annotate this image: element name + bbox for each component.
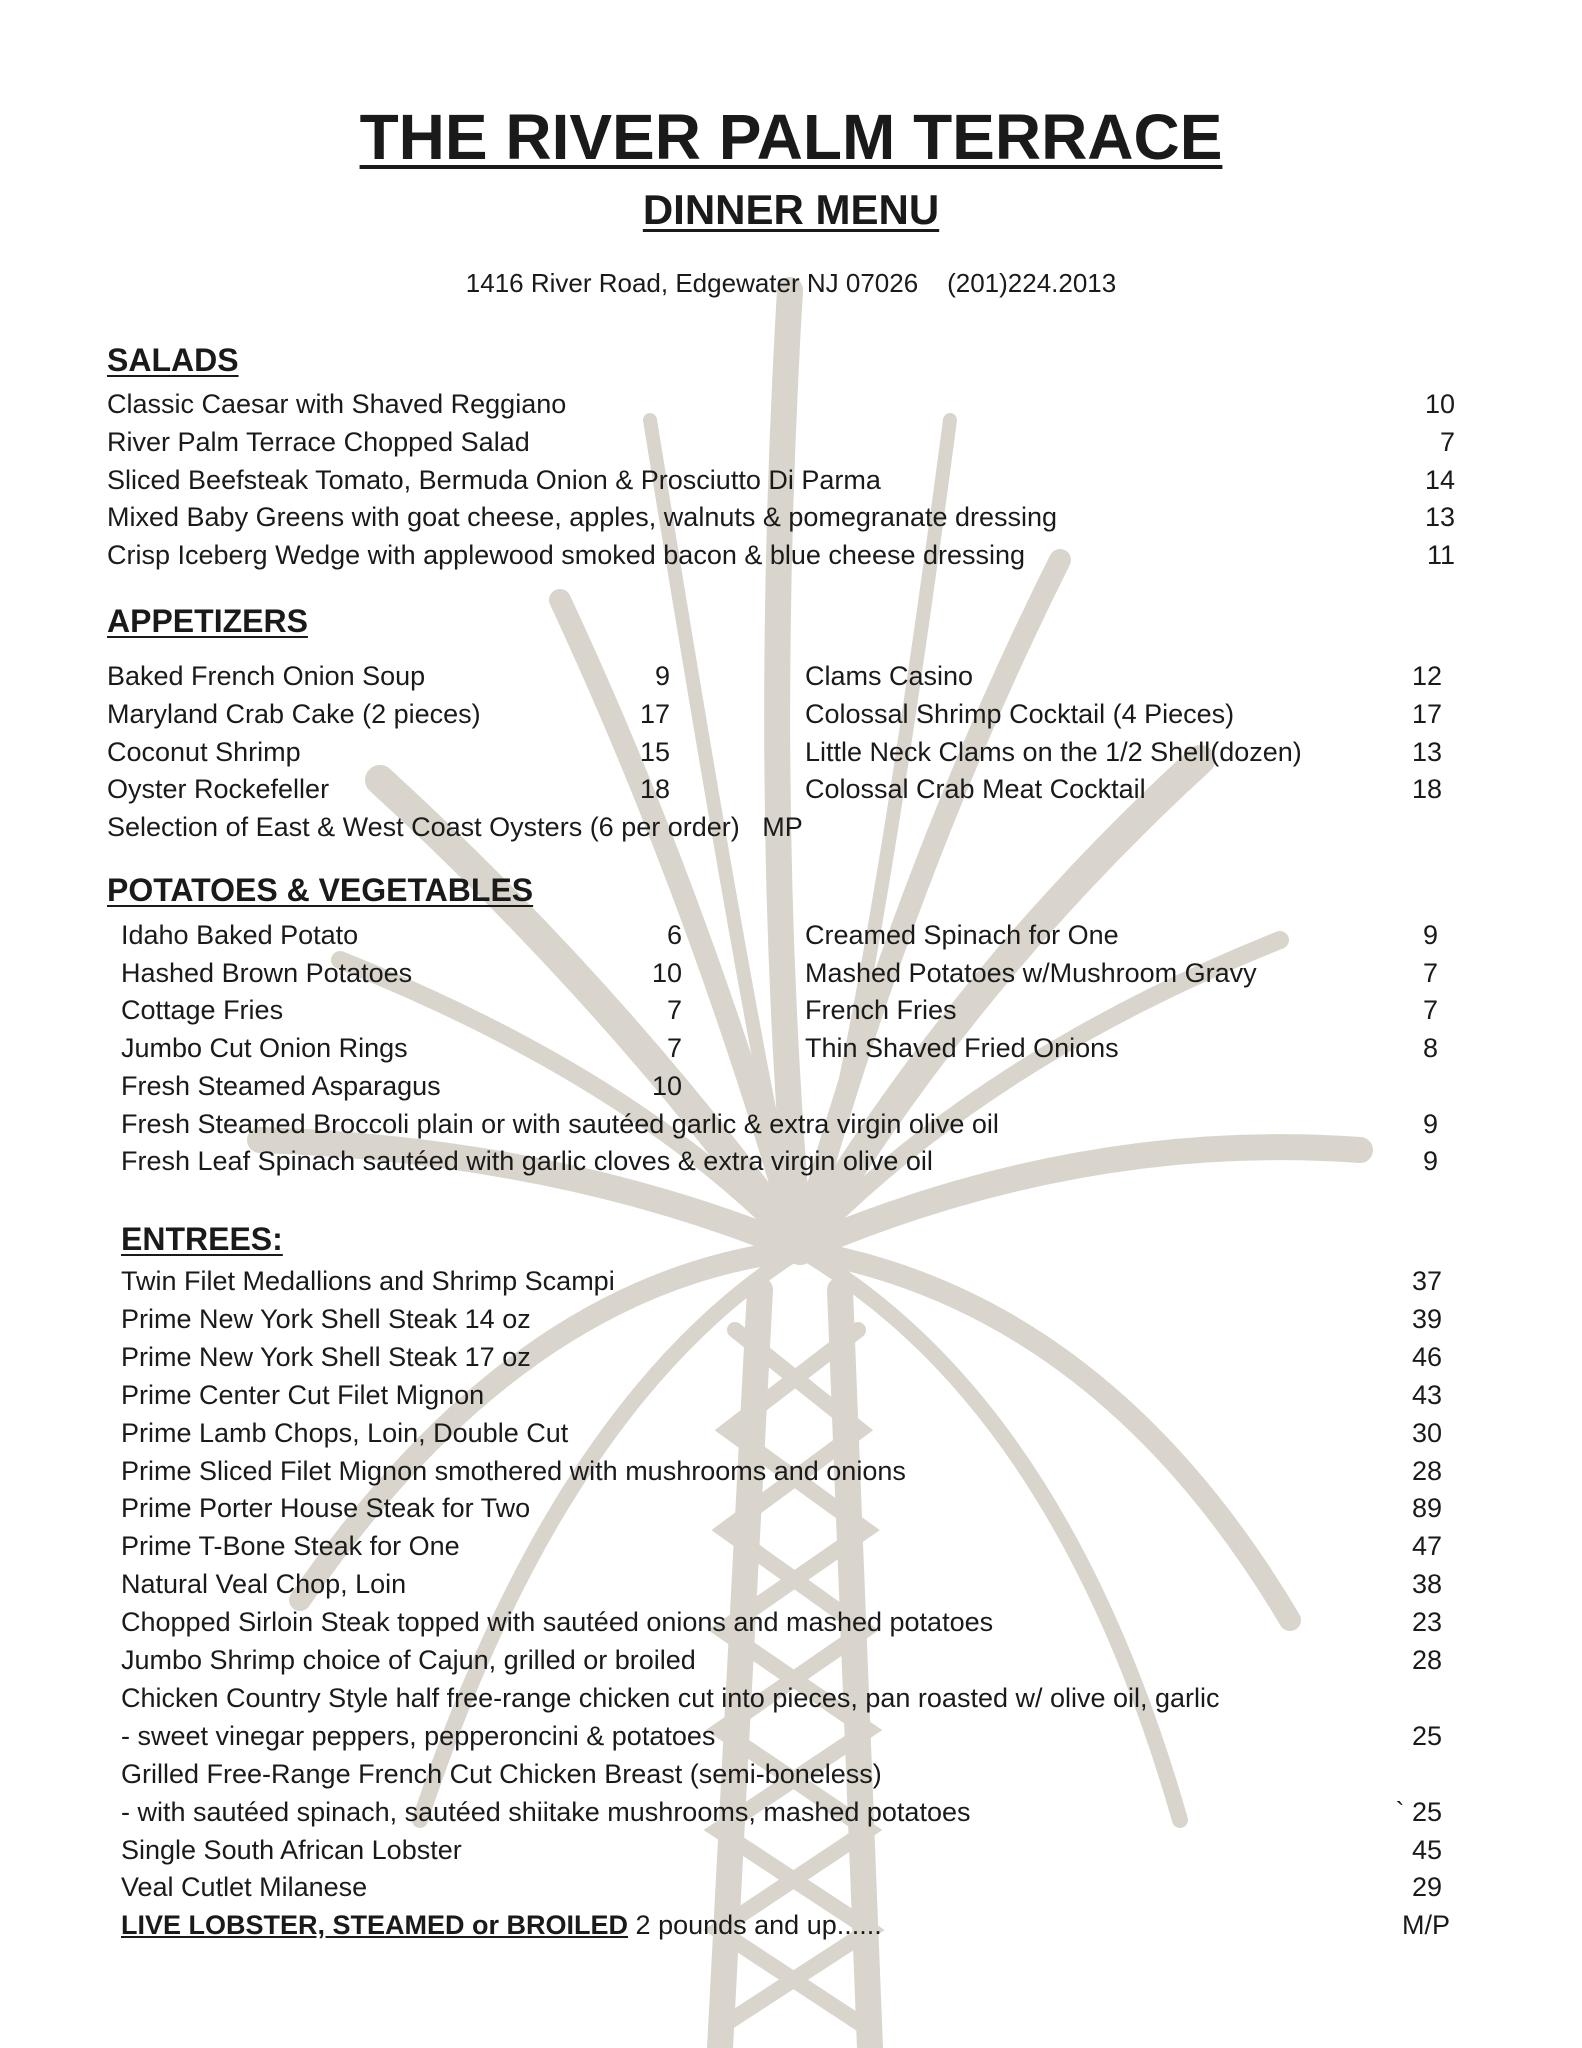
menu-item-name: Thin Shaved Fried Onions — [805, 1033, 1119, 1063]
menu-item-name: Prime Porter House Steak for Two — [121, 1493, 531, 1523]
menu-item-price: 89 — [1411, 1493, 1442, 1523]
menu-item-name: Jumbo Shrimp choice of Cajun, grilled or broiled — [121, 1645, 696, 1675]
menu-item-price: 9 — [1422, 1146, 1438, 1176]
menu-item-price: 30 — [1411, 1418, 1442, 1448]
menu-item-name: Idaho Baked Potato — [121, 920, 359, 950]
menu-item-name: Fresh Steamed Asparagus — [121, 1071, 441, 1101]
menu-item-name: Clams Casino — [805, 661, 974, 691]
menu-item-name: Classic Caesar with Shaved Reggiano — [107, 389, 567, 419]
menu-item-name: Selection of East & West Coast Oysters (6 per order) — [107, 812, 740, 842]
menu-item-name: Twin Filet Medallions and Shrimp Scampi — [121, 1266, 615, 1296]
menu-item-oysters — [107, 808, 803, 846]
menu-item-name: Prime Center Cut Filet Mignon — [121, 1380, 485, 1410]
menu-item-name: Mixed Baby Greens with goat cheese, apples, walnuts & pomegranate dressing — [107, 502, 1058, 532]
menu-item-price: 15 — [639, 737, 670, 767]
menu-item-price: 37 — [1411, 1266, 1442, 1296]
menu-item-price: 9 — [1422, 1109, 1438, 1139]
menu-item-price: 46 — [1411, 1342, 1442, 1372]
menu-item-price: 13 — [1411, 737, 1442, 767]
menu-item-name: French Fries — [805, 995, 957, 1025]
menu-item-name: - with sautéed spinach, sautéed shiitake mushrooms, mashed potatoes — [121, 1797, 971, 1827]
menu-item-price: 18 — [639, 774, 670, 804]
menu-item-price: 14 — [1424, 465, 1455, 495]
menu-item-price: 12 — [1411, 661, 1442, 691]
menu-item-price: 43 — [1411, 1380, 1442, 1410]
menu-item-price: 7 — [1422, 995, 1438, 1025]
section-heading-entrees: ENTREES: — [121, 1221, 283, 1257]
menu-item-price: 9 — [1422, 920, 1438, 950]
menu-item-price: 28 — [1411, 1456, 1442, 1486]
menu-item-price: M/P — [1401, 1910, 1450, 1940]
menu-item-price: 38 — [1411, 1569, 1442, 1599]
menu-item-name: Sliced Beefsteak Tomato, Bermuda Onion & Prosciutto Di Parma — [107, 465, 881, 495]
live-lobster-label: LIVE LOBSTER, STEAMED or BROILED — [121, 1910, 629, 1940]
menu-item-price: 7 — [1422, 958, 1438, 988]
menu-item-name: Prime Sliced Filet Mignon smothered with mushrooms and onions — [121, 1456, 906, 1486]
menu-item-name: Crisp Iceberg Wedge with applewood smoked bacon & blue cheese dressing — [107, 540, 1026, 570]
menu-item-name: Chopped Sirloin Steak topped with sautéed onions and mashed potatoes — [121, 1607, 994, 1637]
menu-item-price: 18 — [1411, 774, 1442, 804]
menu-item-name: Prime Lamb Chops, Loin, Double Cut — [121, 1418, 569, 1448]
menu-item-price: 25 — [1411, 1721, 1442, 1751]
menu-item-price: 23 — [1411, 1607, 1442, 1637]
menu-item-name: Grilled Free-Range French Cut Chicken Breast (semi-boneless) — [121, 1759, 882, 1789]
phone-number: (201)224.2013 — [947, 268, 1117, 298]
menu-item-price: 17 — [639, 699, 670, 729]
section-heading-salads: SALADS — [107, 342, 239, 378]
menu-item-price: 7 — [1439, 427, 1455, 457]
menu-item-name: Maryland Crab Cake (2 pieces) — [107, 699, 481, 729]
menu-item-price: MP — [762, 812, 803, 842]
menu-item-name: River Palm Terrace Chopped Salad — [107, 427, 530, 457]
restaurant-title: THE RIVER PALM TERRACE — [359, 101, 1223, 173]
section-heading-potatoes-vegetables: POTATOES & VEGETABLES — [107, 872, 534, 908]
menu-item-name: Jumbo Cut Onion Rings — [121, 1033, 408, 1063]
menu-item-price: ` 25 — [1395, 1797, 1442, 1827]
live-lobster-detail: 2 pounds and up...... — [635, 1910, 882, 1940]
menu-item-name: Natural Veal Chop, Loin — [121, 1569, 407, 1599]
menu-item-price: 39 — [1411, 1304, 1442, 1334]
menu-item-name: Single South African Lobster — [121, 1835, 462, 1865]
menu-item-price: 9 — [654, 661, 670, 691]
menu-item-price: 45 — [1411, 1835, 1442, 1865]
menu-item-name: Colossal Shrimp Cocktail (4 Pieces) — [805, 699, 1235, 729]
menu-item-price: 6 — [666, 920, 682, 950]
menu-item-name: Chicken Country Style half free-range chicken cut into pieces, pan roasted w/ olive oil, garlic — [121, 1683, 1220, 1713]
menu-item-price: 7 — [666, 995, 682, 1025]
menu-item-name: Colossal Crab Meat Cocktail — [805, 774, 1146, 804]
menu-item-price: 47 — [1411, 1531, 1442, 1561]
menu-item-price: 11 — [1426, 540, 1455, 570]
address: 1416 River Road, Edgewater NJ 07026 — [465, 268, 919, 298]
menu-item-price: 17 — [1411, 699, 1442, 729]
menu-item-price: 8 — [1422, 1033, 1438, 1063]
menu-item-price: 28 — [1411, 1645, 1442, 1675]
menu-item-name: Fresh Steamed Broccoli plain or with sautéed garlic & extra virgin olive oil — [121, 1109, 999, 1139]
menu-item-price: 10 — [651, 1071, 682, 1101]
menu-item-name: Mashed Potatoes w/Mushroom Gravy — [805, 958, 1257, 988]
menu-item-name: Fresh Leaf Spinach sautéed with garlic cloves & extra virgin olive oil — [121, 1146, 933, 1176]
menu-item-name: Creamed Spinach for One — [805, 920, 1119, 950]
menu-item-name: Baked French Onion Soup — [107, 661, 426, 691]
menu-item-price: 13 — [1424, 502, 1455, 532]
menu-item-name: Hashed Brown Potatoes — [121, 958, 413, 988]
menu-item-name: - sweet vinegar peppers, pepperoncini & potatoes — [121, 1721, 716, 1751]
menu-item-name: Prime T-Bone Steak for One — [121, 1531, 460, 1561]
menu-item-name: Coconut Shrimp — [107, 737, 301, 767]
section-heading-appetizers: APPETIZERS — [107, 603, 308, 639]
menu-item-name: Veal Cutlet Milanese — [121, 1872, 368, 1902]
menu-item-name: Prime New York Shell Steak 14 oz — [121, 1304, 531, 1334]
menu-item-price: 29 — [1411, 1872, 1442, 1902]
menu-item-name: Prime New York Shell Steak 17 oz — [121, 1342, 531, 1372]
menu-subtitle: DINNER MENU — [642, 186, 940, 233]
menu-item-name: Little Neck Clams on the 1/2 Shell(dozen) — [805, 737, 1302, 767]
menu-item-price: 10 — [1424, 389, 1455, 419]
menu-item-price: 10 — [651, 958, 682, 988]
address-line — [0, 268, 1582, 299]
menu-item-live-lobster — [121, 1906, 882, 1944]
menu-item-price: 7 — [666, 1033, 682, 1063]
menu-item-name: Cottage Fries — [121, 995, 284, 1025]
menu-item-name: Oyster Rockefeller — [107, 774, 330, 804]
